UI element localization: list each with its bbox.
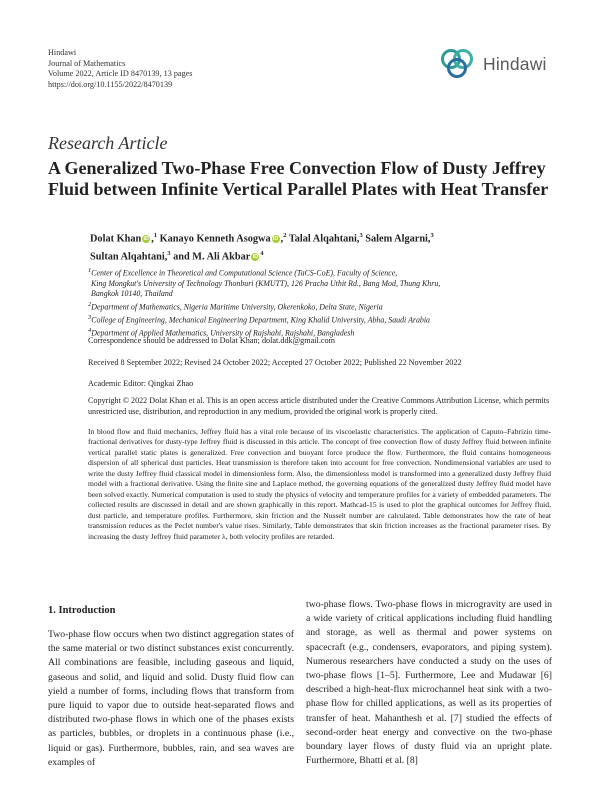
author-name[interactable]: M. Ali Akbar bbox=[192, 251, 251, 263]
body-column-left: Two-phase flow occurs when two distinct aggregation states of the same material or two distinct substances exist concurrently. All combinations are feasible, including gaseous and liquid, gaseous and solid, and liquid and solid. Dusty fluid flow can yield a number of forms, including flows that transform from pure liquid to vapor due to outside heat-separated flows and distributed two-phase flows in which one of the phases exists as particles, bubbles, or droplets in a continuous phase (i.e., liquid or gas). Furthermore, bubbles, rain, and sea waves are examples of bbox=[48, 629, 294, 768]
orcid-icon[interactable]: iD bbox=[252, 254, 259, 261]
affiliation-1 bbox=[88, 266, 558, 279]
section-heading: 1. Introduction bbox=[48, 605, 116, 616]
hindawi-logo[interactable] bbox=[437, 46, 553, 80]
affiliation-line: King Mongkut's University of Technology Thonburi (KMUTT), 126 Pracha Uthit Rd., Bang Mod, Thung Khru, bbox=[91, 279, 441, 289]
affiliation-number: 3 bbox=[88, 313, 92, 321]
author-name[interactable]: Dolat Khan bbox=[90, 233, 142, 245]
affiliation-2 bbox=[88, 300, 558, 313]
author-affiliation-number: 3 bbox=[430, 232, 434, 239]
article-type: Research Article bbox=[48, 133, 168, 153]
affiliation-number: 1 bbox=[88, 267, 92, 274]
affiliation-number: 2 bbox=[88, 300, 92, 308]
orcid-icon[interactable]: iD bbox=[272, 236, 279, 243]
orcid-icon[interactable]: iD bbox=[143, 236, 149, 243]
affiliation-line: Department of Applied Mathematics, University of Rajshahi, Rajshahi, Bangladesh bbox=[91, 328, 355, 338]
copyright-notice: Copyright © 2022 Dolat Khan et al. This is an open access article distributed under the Creative Commons Attribution License, which permits unrestricted use, distribution, and reproduction in any medium, provided the original work is properly cited. bbox=[88, 396, 550, 416]
doi-link[interactable]: https://doi.org/10.1155/2022/8470139 bbox=[48, 79, 173, 89]
affiliation-line: Bangkok 10140, Thailand bbox=[91, 289, 173, 299]
correspondence: Correspondence should be addressed to Dolat Khan; dolat.ddk@gmail.com bbox=[88, 336, 335, 345]
abstract: In blood flow and fluid mechanics, Jeffrey fluid has a vital role because of its viscoelastic characteristics. The application of Caputo–Fabrizio time-fractional derivatives for dusty-type Jeffrey fluid is discussed in this article. The concept of free convection flow of dusty Jeffrey fluid between infinite vertical parallel static plates is generalized. Free convection and buoyant force produce the flow. Furthermore, the fluid contains homogeneous dispersion of all spherical dust particles. Heat transmission is therefore taken into account for free convection. Nondimensional variables are used to write the dusty Jeffrey fluid classical model in dimensionless form. Also, the dimensionless model is transformed into a generalized dusty Jeffrey fluid model with a fractional derivative. Using the finite sine and Laplace method, the governing equations of the generalized dusty Jeffrey fluid model have been solved exactly. Numerical computation is used to study the physics of velocity and temperature profiles for a variety of embedded parameters. The collected results are discussed in detail and are shown graphically in this report. Mathcad-15 is used to plot the graphical outcomes for Jeffrey fluid, dust particle, and temperature profiles. Furthermore, skin friction and the Nusselt number are calculated. Table demonstrates how the rate of heat transmission reduces as the Peclet number's value rises. Similarly, Table demonstrates that skin friction increases as the fractional parameter rises. By increasing the dusty Jeffrey fluid parameter λ, both velocity profiles are retarded. bbox=[88, 427, 551, 541]
author-affiliation-number: 4 bbox=[260, 249, 264, 257]
author-affiliation-number: 2 bbox=[283, 232, 287, 239]
affiliation-1-cont bbox=[88, 289, 558, 299]
logo-wordmark: Hindawi bbox=[483, 54, 547, 74]
author-name[interactable]: Sultan Alqahtani bbox=[90, 251, 165, 263]
publisher-name: Hindawi bbox=[48, 48, 77, 57]
hindawi-logo-icon bbox=[437, 46, 481, 80]
volume-line: Volume 2022, Article ID 8470139, 13 pages bbox=[48, 69, 193, 79]
affiliation-3 bbox=[88, 313, 558, 326]
journal-header bbox=[48, 48, 192, 90]
author-list: Dolat Khan iD ,$^1$ Kanayo Kenneth Asogwa iD ,$^2$ Talal Alqahtani,$^3$ Salem Algarni,$^3$ Sultan Alqahtani,$^3$ and M. Ali Akbar $iD^4$ bbox=[90, 232, 434, 263]
author-name[interactable]: Salem Algarni bbox=[365, 233, 428, 245]
affiliation-1-cont bbox=[88, 279, 558, 289]
affiliation-number: 4 bbox=[88, 326, 92, 334]
affiliations bbox=[88, 266, 558, 339]
author-name[interactable]: Talal Alqahtani bbox=[288, 233, 357, 245]
academic-editor: Academic Editor: Qingkai Zhao bbox=[88, 379, 194, 388]
article-title: A Generalized Two-Phase Free Convection Flow of Dusty Jeffrey Fluid between Infinite Vertical Parallel Plates with Heat Transfer bbox=[48, 158, 549, 199]
body-column-right: two-phase flows. Two-phase flows in microgravity are used in a wide variety of critical applications including fluid handling and storage, as well as thermal and power systems on spacecraft (e.g., condensers, evaporators, and piping system). Numerous researchers have conducted a study on the uses of two-phase flows [1–5]. Furthermore, Lee and Mudawar [6] described a high-heat-flux microchannel heat sink with a two-phase flow for chilled applications, as well as its properties of transfer of heat. Mahanthesh et al. [7] studied the effects of second-order heat energy and convective on the two-phase boundary layer flows of dusty fluid via an upright plate. Furthermore, Bhatti et al. [8] bbox=[306, 599, 552, 767]
publication-dates: Received 8 September 2022; Revised 24 October 2022; Accepted 27 October 2022; Published 22 November 2022 bbox=[88, 358, 462, 367]
affiliation-line: College of Engineering, Mechanical Engineering Department, King Khalid University, Abha, Saudi Arabia bbox=[91, 315, 430, 325]
journal-name: Journal of Mathematics bbox=[48, 58, 126, 68]
author-affiliation-number: 3 bbox=[359, 232, 363, 239]
author-affiliation-number: 1 bbox=[153, 232, 158, 239]
affiliation-line: Center of Excellence in Theoretical and Computational Science (TaCS-CoE), Faculty of Science, bbox=[91, 268, 398, 278]
affiliation-line: Department of Mathematics, Nigeria Maritime University, Okerenkoko, Delta State, Nigeria bbox=[91, 302, 383, 312]
author-name[interactable]: Kanayo Kenneth Asogwa bbox=[159, 233, 271, 245]
author-affiliation-number: 3 bbox=[167, 249, 171, 257]
